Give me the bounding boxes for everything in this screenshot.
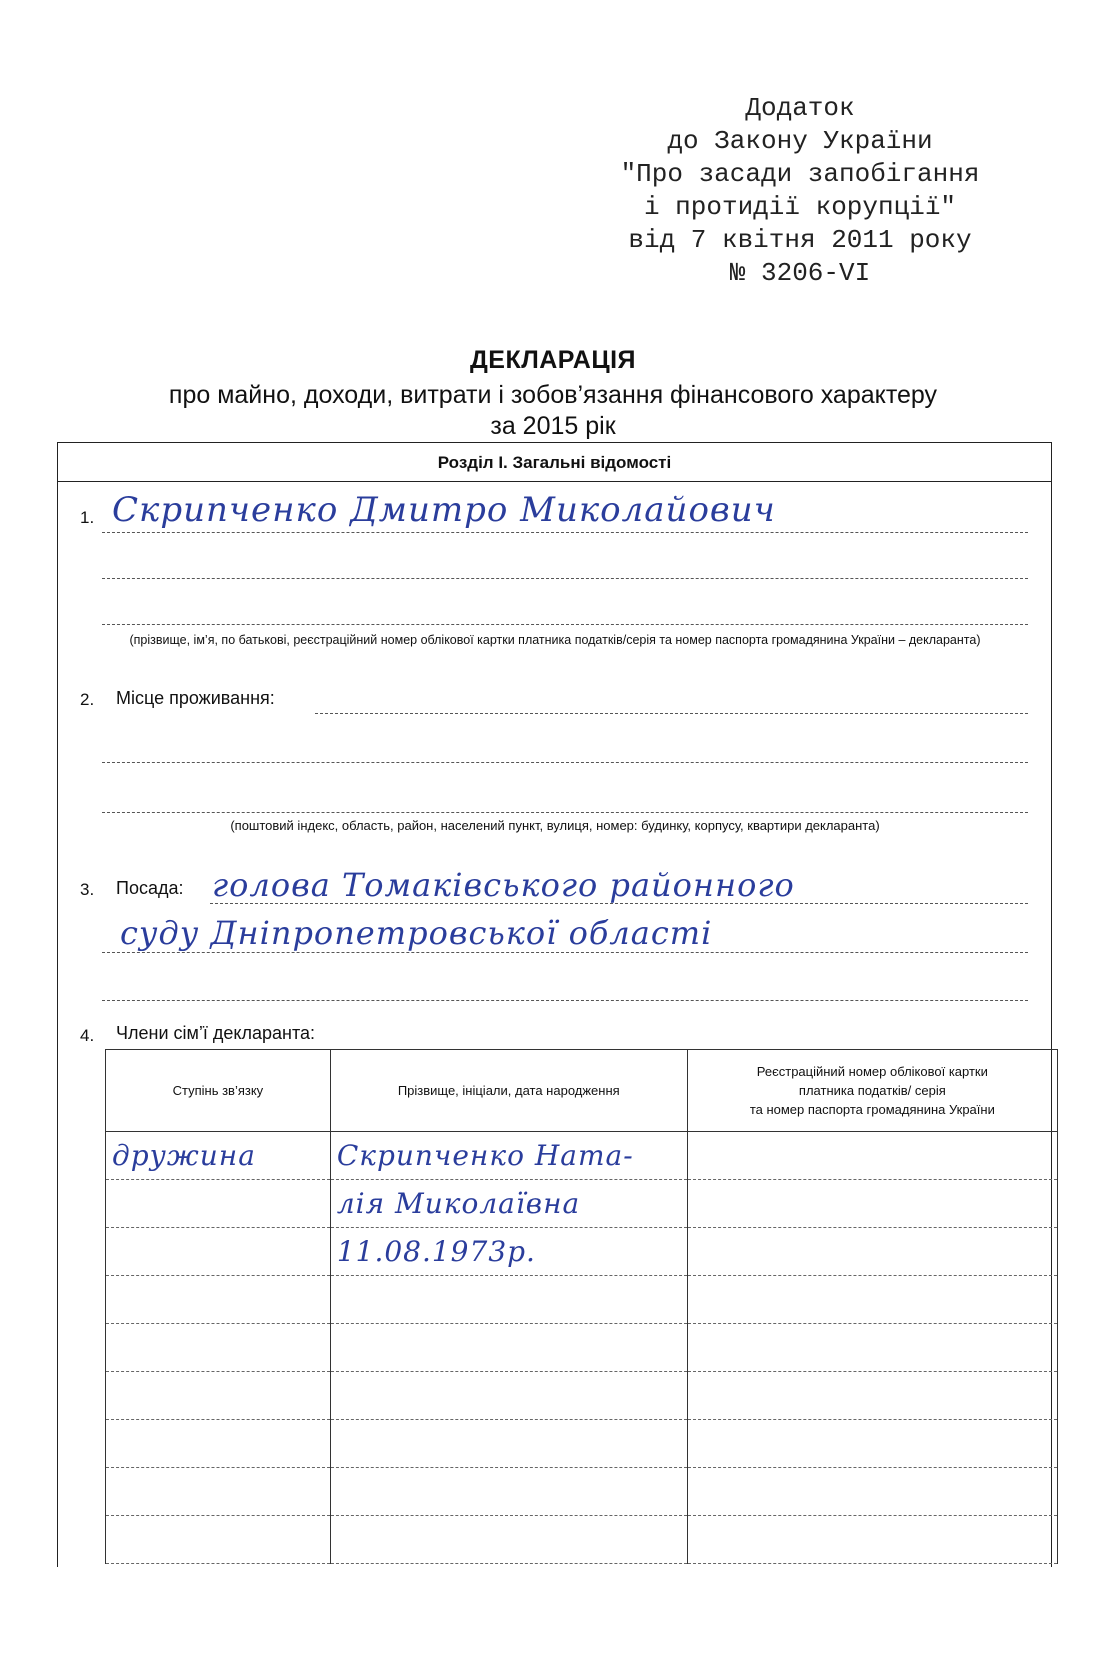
section-title: Розділ I. Загальні відомості bbox=[57, 444, 1052, 482]
header-id bbox=[687, 1050, 1057, 1132]
item3-number: 3. bbox=[80, 880, 95, 899]
item2-line-3[interactable] bbox=[102, 812, 1028, 813]
table-row bbox=[106, 1180, 1058, 1228]
document-subtitle: про майно, доходи, витрати і зобов’язання фінансового характеру bbox=[168, 381, 938, 409]
relation-cell[interactable] bbox=[106, 1180, 331, 1228]
table-row bbox=[106, 1324, 1058, 1372]
annex-line-4: і протидії корупції" bbox=[643, 192, 957, 222]
header-relation: Ступінь зв’язку bbox=[106, 1050, 331, 1132]
id-cell[interactable] bbox=[687, 1228, 1057, 1276]
item1-line-1 bbox=[102, 532, 1028, 533]
member-name-line1: Скрипченко Ната- bbox=[336, 1139, 634, 1172]
relation-cell[interactable] bbox=[106, 1228, 331, 1276]
id-cell[interactable] bbox=[687, 1468, 1057, 1516]
item2-hint: (поштовий індекс, область, район, населений пункт, вулиця, номер: будинку, корпусу, квартири декларанта) bbox=[230, 818, 880, 833]
id-cell[interactable] bbox=[687, 1420, 1057, 1468]
table-row bbox=[106, 1276, 1058, 1324]
item3-position-line2[interactable]: суду Дніпропетровської області bbox=[120, 914, 713, 952]
item2-line-2[interactable] bbox=[102, 762, 1028, 763]
annex-line-1: Додаток bbox=[745, 93, 855, 123]
annex-line-2: до Закону України bbox=[667, 126, 933, 156]
member-birth-date: 11.08.1973р. bbox=[336, 1235, 536, 1268]
header-id-line3: та номер паспорта громадянина України bbox=[749, 1102, 995, 1117]
table-row bbox=[106, 1228, 1058, 1276]
id-cell[interactable] bbox=[687, 1372, 1057, 1420]
name-cell[interactable] bbox=[330, 1420, 687, 1468]
annex-line-6: № 3206-VI bbox=[729, 258, 871, 288]
relation-cell[interactable] bbox=[106, 1276, 331, 1324]
item1-number: 1. bbox=[80, 508, 95, 527]
id-cell[interactable] bbox=[687, 1516, 1057, 1564]
item3-label: Посада: bbox=[116, 878, 184, 898]
name-cell[interactable] bbox=[330, 1516, 687, 1564]
member-relation: дружина bbox=[112, 1139, 256, 1172]
relation-cell[interactable] bbox=[106, 1132, 331, 1180]
member-name-line2: лія Миколаївна bbox=[336, 1187, 581, 1220]
name-cell[interactable] bbox=[330, 1276, 687, 1324]
name-cell[interactable] bbox=[330, 1180, 687, 1228]
relation-cell[interactable] bbox=[106, 1468, 331, 1516]
item2-line-1[interactable] bbox=[315, 713, 1028, 714]
relation-cell[interactable] bbox=[106, 1372, 331, 1420]
table-row bbox=[106, 1132, 1058, 1180]
item3-line-1 bbox=[210, 903, 1028, 904]
item3-line-3 bbox=[102, 1000, 1028, 1001]
name-cell[interactable] bbox=[330, 1228, 687, 1276]
relation-cell[interactable] bbox=[106, 1516, 331, 1564]
item1-line-2 bbox=[102, 578, 1028, 579]
item2-number: 2. bbox=[80, 690, 95, 709]
header-name: Прізвище, ініціали, дата народження bbox=[330, 1050, 687, 1132]
item4-number: 4. bbox=[80, 1026, 95, 1045]
item4-label: Члени сім’ї декларанта: bbox=[116, 1023, 316, 1043]
name-cell[interactable] bbox=[330, 1468, 687, 1516]
relation-cell[interactable] bbox=[106, 1420, 331, 1468]
annex-line-5: від 7 квітня 2011 року bbox=[628, 225, 972, 255]
family-table-header bbox=[106, 1050, 1058, 1132]
name-cell[interactable] bbox=[330, 1132, 687, 1180]
item1-hint: (прізвище, ім’я, по батькові, реєстраційний номер облікової картки платника податків/серія та номер паспорта громадянина України – декларанта) bbox=[129, 633, 981, 647]
relation-cell[interactable] bbox=[106, 1324, 331, 1372]
annex-block bbox=[560, 92, 1040, 290]
name-cell[interactable] bbox=[330, 1372, 687, 1420]
document-title: ДЕКЛАРАЦІЯ bbox=[469, 346, 637, 374]
header-id-line1: Реєстраційний номер облікової картки bbox=[756, 1064, 988, 1079]
name-cell[interactable] bbox=[330, 1324, 687, 1372]
document-year: за 2015 рік bbox=[490, 412, 616, 440]
id-cell[interactable] bbox=[687, 1132, 1057, 1180]
item3-position-line1[interactable]: голова Томаківського районного bbox=[212, 866, 795, 904]
id-cell[interactable] bbox=[687, 1180, 1057, 1228]
id-cell[interactable] bbox=[687, 1276, 1057, 1324]
table-row bbox=[106, 1372, 1058, 1420]
item1-name-handwritten[interactable]: Скрипченко Дмитро Миколайович bbox=[112, 490, 776, 530]
table-row bbox=[106, 1420, 1058, 1468]
header-id-line2: платника податків/ серія bbox=[798, 1083, 946, 1098]
item3-line-2 bbox=[102, 952, 1028, 953]
table-row bbox=[106, 1516, 1058, 1564]
item2-label: Місце проживання: bbox=[116, 688, 275, 708]
family-members-table bbox=[105, 1049, 1058, 1564]
table-row bbox=[106, 1468, 1058, 1516]
id-cell[interactable] bbox=[687, 1324, 1057, 1372]
item1-line-3 bbox=[102, 624, 1028, 625]
annex-line-3: "Про засади запобігання bbox=[620, 159, 980, 189]
